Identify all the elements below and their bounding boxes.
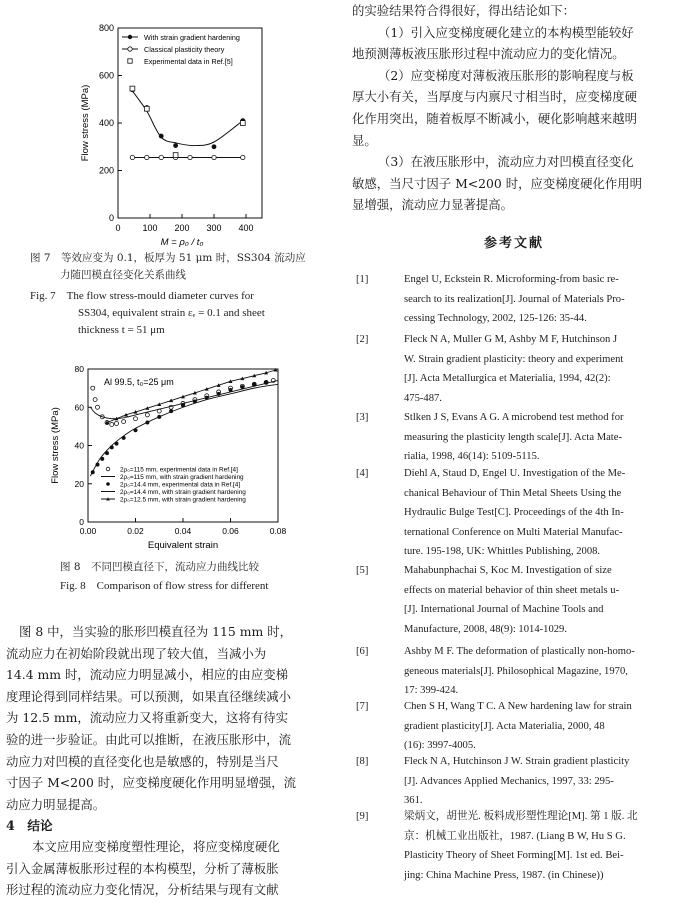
text-line: 形过程的流动应力变化情况，分析结果与现有文献 [6, 882, 279, 898]
reference-line: geneous materials[J]. Philosophical Magazine, 1970, [404, 665, 628, 677]
data-point [144, 106, 149, 111]
text-line: 流动应力在初始阶段就出现了较大值，当减小为 [6, 645, 267, 661]
reference-line: Ashby M F. The deformation of plastically non-homo- [404, 646, 635, 657]
reference-line: 京：机械工业出版社，1987. (Liang B W, Hu S G. [404, 830, 626, 842]
data-point [130, 155, 134, 159]
y-tick-label: 20 [74, 478, 84, 489]
data-point [122, 420, 126, 424]
y-tick-label: 40 [74, 440, 84, 451]
right-paragraph [352, 0, 672, 216]
data-point [106, 482, 110, 486]
data-point [241, 155, 245, 159]
reference-number: [3] [356, 412, 369, 423]
data-point [130, 86, 135, 91]
data-point [229, 388, 233, 392]
x-tick-label: 100 [142, 223, 158, 233]
data-point [240, 385, 244, 389]
reference-text [404, 270, 674, 329]
data-point [159, 134, 164, 139]
reference-line: 梁炳文，胡世光. 板料成形塑性理论[M]. 第 1 版. 北 [404, 811, 638, 822]
text-line: 厚大小有关，当厚度与内禀尺寸相当时，应变梯度硬 [352, 89, 637, 105]
data-point [115, 422, 119, 426]
reference-line: [J]. Advances Applied Mechanics, 1997, 33: 295- [404, 775, 614, 787]
y-tick-label: 400 [98, 118, 114, 128]
y-axis-label: Flow stress (MPa) [80, 84, 91, 162]
data-point [110, 422, 114, 426]
reference-number: [5] [356, 565, 369, 576]
y-tick-label: 0 [108, 213, 114, 223]
reference-line: ture. 195-198, UK: Whittles Publishing, 2008. [404, 546, 601, 557]
caption-line: SS304, equivalent strain εₑ = 0.1 and sheet [78, 307, 265, 319]
legend-label: Classical plasticity theory [144, 45, 225, 54]
reference-line: Fleck N A, Hutchinson J W. Strain gradient plasticity [404, 756, 630, 767]
text-line: （3）在液压胀形中，流动应力对凹模直径变化 [378, 154, 634, 170]
reference-text [404, 330, 674, 408]
reference-line: Diehl A, Staud D, Engel U. Investigation of the Me- [404, 468, 626, 479]
figure-7-chart [0, 0, 338, 248]
y-tick-label: 600 [98, 70, 114, 81]
reference-line: Manufacture, 2008, 48(9): 1014-1029. [404, 623, 567, 635]
data-point [188, 155, 192, 159]
x-tick-label: 300 [206, 223, 222, 233]
reference-line: search to its realization[J]. Journal of Materials Pro- [404, 293, 625, 305]
y-tick-label: 800 [98, 23, 114, 33]
text-line: 度理论得到同样结果。可以预测，如果直径继续减小 [6, 688, 291, 704]
reference-text [404, 408, 674, 467]
reference-number: [2] [356, 334, 369, 345]
reference-number: [8] [356, 756, 369, 767]
data-point [128, 47, 132, 51]
text-line: 动应力明显提高。 [6, 796, 106, 812]
reference-line: (16): 3997-4005. [404, 740, 476, 751]
legend-label: 2ρ₀=14.4 mm, with strain gradient hardening [120, 489, 246, 496]
x-tick-label: 0.04 [174, 526, 192, 536]
text-line: 动应力对凹模的直径变化也是敏感的，特别是当尺 [6, 753, 279, 769]
caption-line: 图 7 等效应变为 0.1，板厚为 51 μm 时，SS304 流动应 [30, 252, 306, 264]
text-line: 地预测薄板液压胀形过程中流动应力的变化情况。 [352, 46, 625, 62]
reference-line: W. Strain gradient plasticity: theory and experiment [404, 353, 624, 365]
x-tick-label: 0.02 [127, 526, 144, 536]
text-line: 引入金属薄板胀形过程的本构模型，分析了薄板胀 [6, 860, 279, 876]
data-point [145, 413, 149, 417]
data-point [217, 392, 221, 396]
data-point [96, 405, 100, 409]
reference-text [404, 561, 674, 639]
reference-number: [4] [356, 468, 369, 479]
legend-label: 2ρ₀=12.5 mm, with strain gradient hardening [120, 496, 246, 504]
x-tick-label: 0.06 [222, 526, 239, 536]
reference-line: Hydraulic Bulge Test[C]. Proceedings of the 4th In- [404, 507, 624, 518]
data-point [212, 155, 216, 159]
reference-line: jing: China Machine Press, 1987. (in Chinese)) [404, 869, 604, 881]
text-line: 验的进一步验证。由此可以推断，在液压胀形中，流 [6, 731, 291, 747]
y-tick-label: 80 [74, 364, 84, 374]
figure-8-caption-zh: 图 8 不同凹模直径下，流动应力曲线比较 [60, 561, 260, 573]
reference-line: Engel U, Eckstein R. Microforming-from basic re- [404, 274, 619, 285]
data-point [212, 144, 217, 149]
reference-line: measuring the plasticity length scale[J]. Acta Mate- [404, 431, 622, 443]
caption-line: thickness t = 51 μm [78, 324, 165, 336]
reference-line: 475-487. [404, 392, 442, 404]
data-point [91, 386, 95, 390]
legend-label: 2ρ₀=115 mm, with strain gradient hardening [120, 474, 244, 481]
reference-line: 361. [404, 795, 423, 806]
data-point [128, 35, 132, 39]
reference-number: [1] [356, 274, 369, 285]
reference-line: [J]. International Journal of Machine Tools and [404, 604, 604, 615]
reference-line: rialia, 1998, 46(14): 5109-5115. [404, 451, 540, 462]
data-point [145, 155, 149, 159]
data-point [159, 155, 163, 159]
reference-line: chanical Behaviour of Thin Metal Sheets Using the [404, 487, 622, 499]
figure-8-caption-en: Fig. 8 Comparison of flow stress for different [60, 580, 269, 592]
reference-line: [J]. Acta Metallurgica et Materialia, 1994, 42(2): [404, 373, 611, 384]
text-line: 14.4 mm 时，流动应力明显减小，相应的由应变梯 [6, 667, 288, 683]
reference-text [404, 464, 674, 562]
reference-line: Stlken J S, Evans A G. A microbend test method for [404, 412, 624, 423]
text-line: （2）应变梯度对薄板液压胀形的影响程度与板 [378, 67, 634, 83]
data-point [252, 382, 256, 386]
legend-label: Experimental data in Ref.[5] [144, 57, 233, 66]
x-tick-label: 400 [238, 223, 254, 233]
text-line: 寸因子 M<200 时，应变梯度硬化作用明显增强，流 [6, 775, 297, 791]
text-line: 敏感，当尺寸因子 M<200 时，应变梯度硬化作用明 [352, 175, 643, 191]
text-line: 化作用突出，随着板厚不断减小，硬化影响越来越明 [352, 110, 637, 126]
data-point [106, 467, 110, 471]
reference-line: Fleck N A, Muller G M, Ashby M F, Hutchinson J [404, 334, 618, 345]
legend-label: 2ρ₀=14.4 mm, experimental data in Ref.[4] [120, 481, 241, 489]
reference-line: cessing Technology, 2002, 125-126: 35-44. [404, 313, 587, 324]
figure-8-chart [0, 352, 338, 552]
text-line: 的实验结果符合得很好，得出结论如下： [352, 3, 576, 18]
text-line: 为 12.5 mm，流动应力又将重新变大，这将有待实 [6, 710, 288, 726]
reference-line: Plasticity Theory of Sheet Forming[M]. 1st ed. Bei- [404, 850, 624, 861]
text-line: 显增强，流动应力显著提高。 [352, 197, 514, 213]
x-axis-label: Equivalent strain [147, 540, 219, 551]
series-line [132, 91, 242, 146]
y-axis-label: Flow stress (MPa) [50, 407, 61, 484]
data-point [93, 398, 97, 402]
left-paragraph-2 [6, 836, 328, 901]
reference-number: [6] [356, 646, 369, 657]
x-tick-label: 0 [115, 223, 121, 233]
reference-line: Chen S H, Wang T C. A New hardening law for strain [404, 701, 632, 712]
x-tick-label: 0.08 [269, 526, 287, 536]
text-line: 图 8 中，当实验的胀形凹模直径为 115 mm 时， [19, 624, 292, 639]
reference-text [404, 642, 674, 701]
data-point [173, 153, 178, 158]
reference-line: ternational Conference on Multi Material Manufac- [404, 526, 623, 538]
reference-text [404, 752, 674, 811]
data-point [173, 143, 178, 148]
data-point [240, 121, 245, 126]
reference-line: 17: 399-424. [404, 685, 459, 696]
caption-line: Fig. 7 The flow stress-mould diameter curves for [30, 290, 254, 302]
y-tick-label: 0 [79, 517, 84, 527]
legend-label: With strain gradient hardening [144, 33, 240, 42]
text-line: 显。 [352, 132, 377, 148]
figure-7-caption-en [30, 288, 330, 339]
data-point [128, 59, 132, 63]
text-line: 本文应用应变梯度塑性理论，将应变梯度硬化 [32, 839, 280, 854]
y-tick-label: 200 [98, 165, 114, 176]
references-title: 参考文献 [484, 236, 545, 251]
left-paragraph-1 [6, 621, 328, 815]
section-title-conclusion: 4 结论 [6, 818, 53, 833]
caption-line: 力随凹模直径变化关系曲线 [60, 269, 186, 281]
x-axis-label: M = ρ₀ / t₀ [160, 237, 204, 248]
text-line: （1）引入应变梯度硬化建立的本构模型能较好 [378, 24, 634, 40]
chart-annotation: Al 99.5, t₀=25 μm [104, 377, 174, 387]
x-tick-label: 0.00 [79, 526, 97, 536]
reference-number: [9] [356, 811, 369, 822]
x-tick-label: 200 [174, 223, 190, 233]
reference-line: effects on material behavior of thin sheet metals u- [404, 584, 620, 596]
reference-text [404, 807, 674, 885]
y-tick-label: 60 [74, 402, 84, 413]
reference-line: gradient plasticity[J]. Acta Materialia, 2000, 48 [404, 720, 605, 732]
data-point [264, 380, 268, 384]
reference-number: [7] [356, 701, 369, 712]
data-point [274, 368, 278, 372]
legend-label: 2ρ₀=115 mm, experimental data in Ref.[4] [120, 466, 238, 474]
reference-text [404, 697, 674, 756]
data-point [134, 417, 138, 421]
reference-line: Mahabunphachai S, Koc M. Investigation of size [404, 565, 612, 576]
figure-7-caption-zh [30, 250, 330, 284]
